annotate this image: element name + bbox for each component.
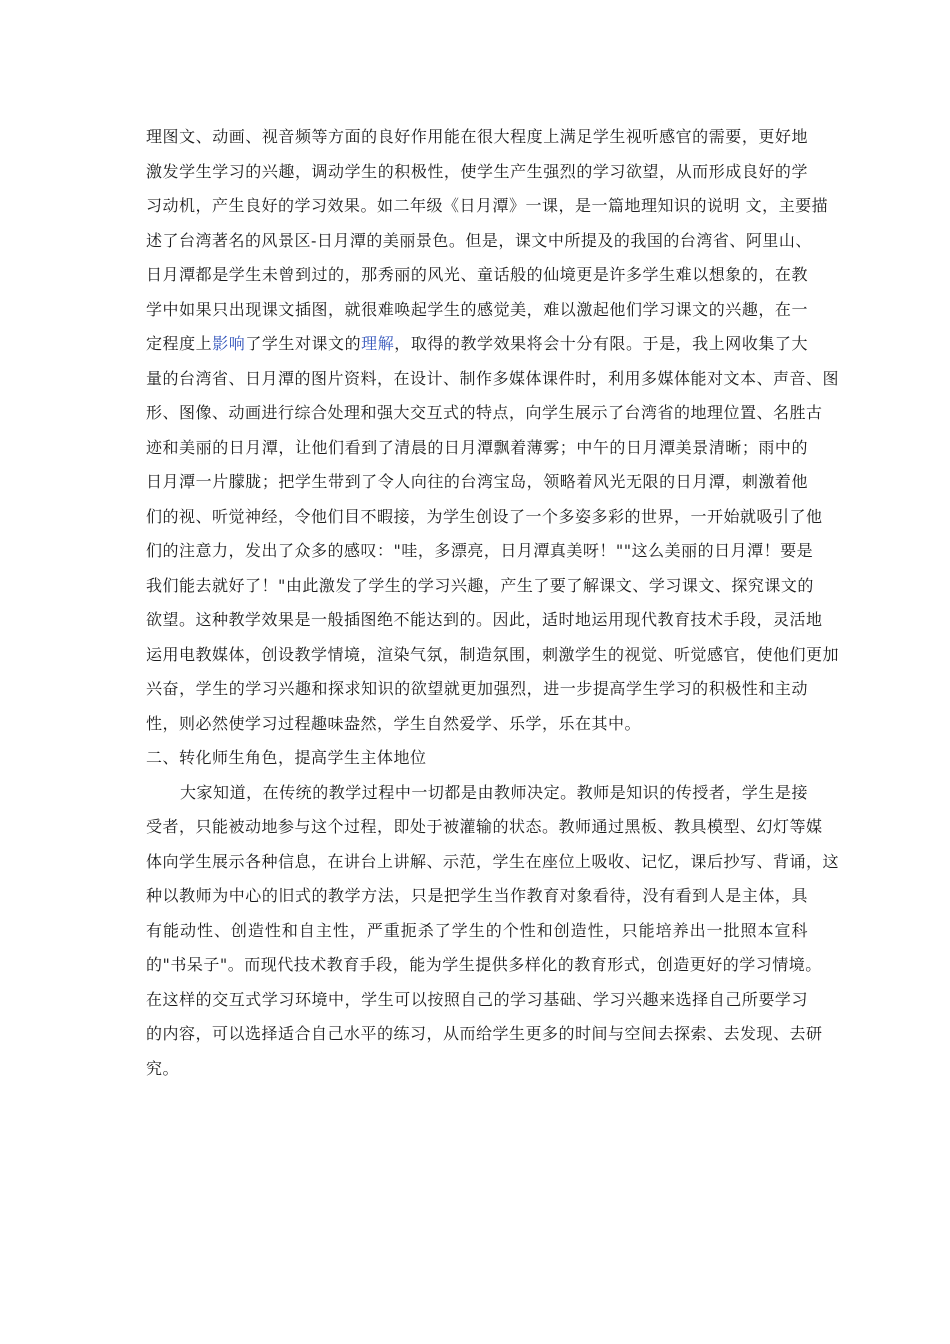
text-segment: ，取得的教学效果将会十分有限。于是，我上网收集了大	[394, 334, 808, 353]
paragraph-1	[146, 120, 840, 741]
document-page	[146, 120, 840, 1086]
text-line: 形、图像、动画进行综合处理和强大交互式的特点，向学生展示了台湾省的地理位置、名胜古	[146, 403, 823, 422]
text-line: 学中如果只出现课文插图，就很难唤起学生的感觉美，难以激起他们学习课文的兴趣，在一	[146, 299, 808, 319]
text-line: 运用电教媒体，创设教学情境，渲染气氛，制造氛围，刺激学生的视觉、听觉感官，使他们更加	[146, 644, 840, 664]
text-segment: 了学生对课文的	[245, 334, 362, 353]
text-line: 理图文、动画、视音频等方面的良好作用能在很大程度上满足学生视听感官的需要，更好地	[146, 127, 808, 146]
text-line: 迹和美丽的日月潭，让他们看到了清晨的日月潭飘着薄雾；中午的日月潭美景清晰；雨中的	[146, 437, 808, 457]
text-line-with-links	[146, 327, 808, 362]
section-heading: 二、转化师生角色，提高学生主体地位	[146, 748, 427, 767]
text-line: 量的台湾省、日月潭的图片资料，在设计、制作多媒体课件时，利用多媒体能对文本、声音、图	[146, 368, 840, 388]
text-line: 习动机，产生良好的学习效果。如二年级《日月潭》一课，是一篇地理知识的说明 文，主要描	[146, 196, 829, 215]
paragraph-2	[146, 776, 840, 1087]
text-line-indented: 大家知道，在传统的教学过程中一切都是由教师决定。教师是知识的传授者，学生是接	[180, 782, 808, 802]
text-line-last: 性，则必然使学习过程趣味盎然，学生自然爱学、乐学，乐在其中。	[146, 713, 642, 733]
text-segment: 定程度上	[146, 334, 213, 353]
link-influence[interactable]: 影响	[212, 334, 246, 353]
text-line: 述了台湾著名的风景区-日月潭的美丽景色。但是，课文中所提及的我国的台湾省、阿里山、	[146, 230, 812, 250]
text-line: 激发学生学习的兴趣，调动学生的积极性，使学生产生强烈的学习欲望，从而形成良好的学	[146, 161, 808, 181]
text-line: 有能动性、创造性和自主性，严重扼杀了学生的个性和创造性，只能培养出一批照本宣科	[146, 920, 808, 940]
text-line: 受者，只能被动地参与这个过程，即处于被灌输的状态。教师通过黑板、教具模型、幻灯等媒	[146, 817, 823, 836]
text-line: 体向学生展示各种信息，在讲台上讲解、示范，学生在座位上吸收、记忆，课后抄写、背诵，这	[146, 851, 840, 871]
text-line: 的"书呆子"。而现代技术教育手段，能为学生提供多样化的教育形式，创造更好的学习情境。	[146, 955, 822, 974]
text-line: 们的注意力，发出了众多的感叹："哇，多漂亮，日月潭真美呀！""这么美丽的日月潭！要是	[146, 541, 814, 560]
text-line: 兴奋，学生的学习兴趣和探求知识的欲望就更加强烈，进一步提高学生学习的积极性和主动	[146, 679, 808, 698]
text-line: 欲望。这种教学效果是一般插图绝不能达到的。因此，适时地运用现代教育技术手段，灵活地	[146, 610, 823, 629]
text-line: 我们能去就好了！"由此激发了学生的学习兴趣，产生了要了解课文、学习课文、探究课文的	[146, 575, 814, 595]
text-line: 日月潭一片朦胧；把学生带到了令人向往的台湾宝岛，领略着风光无限的日月潭，刺激着他	[146, 472, 808, 491]
text-line: 的内容，可以选择适合自己水平的练习，从而给学生更多的时间与空间去探索、去发现、去研	[146, 1024, 823, 1043]
text-line: 日月潭都是学生未曾到过的，那秀丽的风光、童话般的仙境更是许多学生难以想象的，在教	[146, 265, 808, 284]
text-line: 在这样的交互式学习环境中，学生可以按照自己的学习基础、学习兴趣来选择自己所要学习	[146, 989, 808, 1009]
text-line-last: 究。	[146, 1058, 180, 1078]
text-line: 种以教师为中心的旧式的教学方法，只是把学生当作教育对象看待，没有看到人是主体，具	[146, 886, 808, 905]
text-line: 们的视、听觉神经，令他们目不暇接，为学生创设了一个多姿多彩的世界，一开始就吸引了他	[146, 506, 823, 526]
link-understanding[interactable]: 理解	[361, 334, 395, 353]
